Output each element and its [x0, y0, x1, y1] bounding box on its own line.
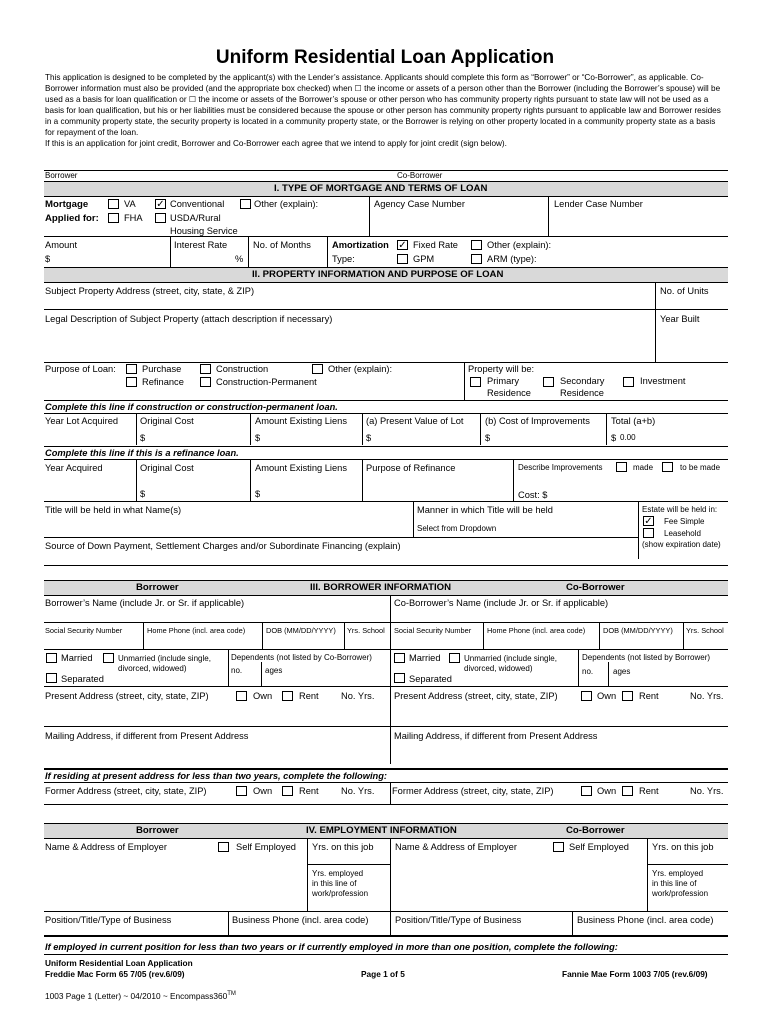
c-present-address-label: Present Address (street, city, state, ZIP)	[394, 691, 558, 701]
divider	[362, 459, 363, 501]
secondary-residence-label: Residence	[560, 388, 604, 398]
c-separated-checkbox[interactable]	[394, 673, 405, 683]
refinance-line-note: Complete this line if this is a refinance loan.	[45, 448, 239, 458]
leasehold-label: Leasehold	[664, 529, 701, 538]
section-3-header	[44, 580, 728, 596]
agency-case-label: Agency Case Number	[374, 199, 465, 209]
other-amort-label: Other (explain):	[487, 240, 552, 250]
no-months-label: No. of Months	[253, 240, 311, 250]
footer-form-title: Uniform Residential Loan Application	[45, 958, 193, 968]
divider	[307, 864, 390, 865]
b-rent-checkbox[interactable]	[282, 691, 293, 701]
original-cost-dollar: $	[140, 433, 146, 443]
intro-paragraph: This application is designed to be completed by the applicant(s) with the Lender’s assistance. Applicants should complete this form as “Borrower” or “Co-Borrower”, as applicable. Co-Borrower information must also be provided (and the appropriate box checked) when ☐ the income or assets of a person other than the Borrower (including the Borrower’s spouse) will be used as a basis for loan qualification or ☐ the income or assets of the Borrower’s spouse or other person who has community property rights pursuant to state law will not be used as a basis for loan qualification, but his or her liabilities must be considered because the spouse or other person has community property rights pursuant to applicable law and Borrower resides in a community property state, the security property is located in a community property state, or the Borrower is relying on other property located in a community property state as a basis for repayment of the loan.	[45, 73, 721, 137]
signature-line	[44, 170, 728, 171]
c-separated-label: Separated	[409, 674, 452, 684]
divider	[44, 236, 728, 237]
describe-improvements-label: Describe Improvements	[518, 463, 603, 472]
former-address-note: If residing at present address for less than two years, complete the following:	[45, 771, 387, 781]
c-former-no-yrs-label: No. Yrs.	[690, 786, 724, 796]
b-present-address-label: Present Address (street, city, state, ZIP)	[45, 691, 209, 701]
c-divorced-label: divorced, widowed)	[464, 664, 533, 673]
b-dob-label: DOB (MM/DD/YYYY)	[266, 626, 336, 635]
lender-case-label: Lender Case Number	[554, 199, 643, 209]
gpm-label: GPM	[413, 254, 435, 264]
c-own-label: Own	[597, 691, 617, 701]
c-married-label: Married	[409, 653, 441, 663]
c-dependents-label: Dependents (not listed by Borrower)	[582, 653, 711, 662]
b-home-phone-label: Home Phone (incl. area code)	[147, 626, 246, 635]
coborrower-signature-label: Co-Borrower	[397, 171, 443, 180]
c-self-employed-label: Self Employed	[569, 842, 629, 852]
improvements-to-be-made-checkbox[interactable]	[662, 462, 673, 472]
c-former-rent-checkbox[interactable]	[622, 786, 633, 796]
year-acquired-label: Year Acquired	[45, 463, 103, 473]
c-self-employed-checkbox[interactable]	[553, 842, 564, 852]
b-rent-label: Rent	[299, 691, 319, 701]
c-yrs-job-label: Yrs. on this job	[652, 842, 714, 852]
divider	[44, 768, 728, 770]
b-former-own-label: Own	[253, 786, 273, 796]
legal-desc-label: Legal Description of Subject Property (attach description if necessary)	[45, 314, 333, 324]
va-label: VA	[124, 199, 136, 209]
divider	[464, 362, 465, 400]
year-built-label: Year Built	[660, 314, 700, 324]
c-yrs-school-label: Yrs. School	[686, 626, 724, 635]
divider	[44, 501, 728, 502]
b-dependents-no-label: no.	[231, 666, 243, 675]
other-purpose-label: Other (explain):	[328, 364, 393, 374]
divider	[228, 911, 229, 935]
section-4-borrower: Borrower	[136, 825, 179, 836]
c-yrs-line1: Yrs. employed	[652, 869, 704, 878]
divider	[548, 196, 549, 236]
c-position-label: Position/Title/Type of Business	[395, 915, 522, 925]
borrower-name-label: Borrower’s Name (include Jr. or Sr. if applicable)	[45, 598, 245, 608]
divider	[170, 236, 171, 268]
b-dependents-label: Dependents (not listed by Co-Borrower)	[231, 653, 372, 662]
amount-liens-label: Amount Existing Liens	[255, 416, 347, 426]
total-value[interactable]: 0.00	[620, 433, 636, 442]
footer-version-text: 1003 Page 1 (Letter) ~ 04/2010 ~ Encompass360	[45, 991, 228, 1001]
divider	[250, 459, 251, 501]
c-unmarried-label: Unmarried (include single,	[464, 654, 557, 663]
divider	[606, 413, 607, 445]
b-position-label: Position/Title/Type of Business	[45, 915, 172, 925]
divider	[44, 686, 728, 687]
b-former-rent-checkbox[interactable]	[282, 786, 293, 796]
divider	[44, 413, 728, 414]
divider	[44, 954, 728, 955]
intro-text	[45, 72, 727, 149]
other-purpose-checkbox[interactable]	[312, 364, 323, 374]
divider	[44, 362, 728, 363]
divider	[647, 864, 728, 865]
primary-residence-checkbox[interactable]	[470, 377, 481, 387]
divider	[344, 622, 345, 649]
section-3-title: III. BORROWER INFORMATION	[310, 582, 452, 593]
primary-residence-label: Residence	[487, 388, 531, 398]
other-amort-checkbox[interactable]	[471, 240, 482, 250]
c-no-yrs-label: No. Yrs.	[690, 691, 724, 701]
divider	[599, 622, 600, 649]
conventional-label: Conventional	[170, 199, 225, 209]
divider	[136, 413, 137, 445]
footer-page-number: Page 1 of 5	[361, 969, 405, 979]
interest-rate-label: Interest Rate	[174, 240, 228, 250]
to-be-made-label: to be made	[680, 463, 721, 472]
divider	[44, 537, 638, 538]
section-1-header	[44, 181, 728, 197]
divider	[44, 935, 728, 937]
amortization-label: Amortization	[332, 240, 389, 250]
c-dob-label: DOB (MM/DD/YYYY)	[603, 626, 673, 635]
c-business-phone-label: Business Phone (incl. area code)	[577, 915, 714, 925]
divider	[608, 662, 609, 686]
manner-title-select[interactable]: Select from Dropdown	[417, 524, 497, 533]
manner-title-label: Manner in which Title will be held	[417, 505, 553, 515]
footer-tm: TM	[227, 991, 236, 998]
divider	[307, 839, 308, 911]
b-own-label: Own	[253, 691, 273, 701]
amount-liens-dollar: $	[255, 433, 261, 443]
b-yrs-line1: Yrs. employed	[312, 869, 364, 878]
divider	[44, 649, 728, 650]
refinance-label: Refinance	[142, 377, 184, 387]
divider	[44, 782, 728, 783]
divider	[44, 726, 728, 727]
c-ssn-label: Social Security Number	[394, 626, 472, 635]
mortgage-label: Mortgage	[45, 199, 89, 210]
section-3-borrower: Borrower	[136, 582, 179, 593]
secondary-label: Secondary	[560, 376, 605, 386]
original-cost-refi-dollar: $	[140, 489, 146, 499]
construction-checkbox[interactable]	[200, 364, 211, 374]
year-lot-label: Year Lot Acquired	[45, 416, 119, 426]
divider	[228, 649, 229, 686]
b-divorced-label: divorced, widowed)	[118, 664, 187, 673]
purchase-checkbox[interactable]	[126, 364, 137, 374]
divider	[578, 649, 579, 686]
fha-checkbox[interactable]	[108, 213, 119, 223]
b-separated-checkbox[interactable]	[46, 673, 57, 683]
divider	[143, 622, 144, 649]
c-yrs-line2: in this line of	[652, 879, 697, 888]
gpm-checkbox[interactable]	[397, 254, 408, 264]
cost-improvements-label: (b) Cost of Improvements	[485, 416, 590, 426]
b-own-checkbox[interactable]	[236, 691, 247, 701]
fee-simple-label: Fee Simple	[664, 517, 705, 526]
property-will-be-label: Property will be:	[468, 364, 535, 374]
amortization-type-label: Type:	[332, 254, 355, 264]
amount-label: Amount	[45, 240, 78, 250]
c-dependents-no-label: no.	[582, 667, 594, 676]
b-self-employed-checkbox[interactable]	[218, 842, 229, 852]
b-self-employed-label: Self Employed	[236, 842, 296, 852]
applied-for-label: Applied for:	[45, 213, 99, 224]
divider	[248, 236, 249, 268]
b-yrs-line2: in this line of	[312, 879, 357, 888]
c-rent-checkbox[interactable]	[622, 691, 633, 701]
va-checkbox[interactable]	[108, 199, 119, 209]
section-2-title: II. PROPERTY INFORMATION AND PURPOSE OF LOAN	[252, 269, 504, 280]
intro-joint-credit: If this is an application for joint credit, Borrower and Co-Borrower each agree that we intend to apply for joint credit (sign below).	[45, 139, 507, 148]
b-former-own-checkbox[interactable]	[236, 786, 247, 796]
estate-held-label: Estate will be held in:	[642, 505, 718, 514]
c-former-address-label: Former Address (street, city, state, ZIP)	[392, 786, 554, 796]
divider	[390, 782, 391, 804]
c-married-checkbox[interactable]	[394, 653, 405, 663]
divider	[483, 622, 484, 649]
improvements-made-checkbox[interactable]	[616, 462, 627, 472]
fha-label: FHA	[124, 213, 143, 223]
construction-label: Construction	[216, 364, 269, 374]
footer-freddie: Freddie Mac Form 65 7/05 (rev.6/09)	[45, 969, 185, 979]
title-names-label: Title will be held in what Name(s)	[45, 505, 182, 515]
amount-dollar: $	[45, 254, 51, 264]
refinance-checkbox[interactable]	[126, 377, 137, 387]
source-down-label: Source of Down Payment, Settlement Charges and/or Subordinate Financing (explain)	[45, 541, 401, 551]
divider	[638, 501, 639, 559]
c-yrs-line3: work/profession	[652, 889, 709, 898]
b-yrs-line3: work/profession	[312, 889, 369, 898]
total-dollar: $	[611, 433, 617, 443]
usda-label: USDA/Rural	[170, 213, 221, 223]
b-married-checkbox[interactable]	[46, 653, 57, 663]
show-expiration-label: (show expiration date)	[642, 540, 721, 549]
divider	[480, 413, 481, 445]
construction-permanent-label: Construction-Permanent	[216, 377, 317, 387]
section-3-coborrower: Co-Borrower	[566, 582, 625, 593]
fixed-rate-label: Fixed Rate	[413, 240, 458, 250]
b-former-no-yrs-label: No. Yrs.	[341, 786, 375, 796]
amount-liens-refi-label: Amount Existing Liens	[255, 463, 347, 473]
divider	[572, 911, 573, 935]
b-unmarried-checkbox[interactable]	[103, 653, 114, 663]
b-business-phone-label: Business Phone (incl. area code)	[232, 915, 369, 925]
secondary-residence-checkbox[interactable]	[543, 377, 554, 387]
divider	[44, 446, 728, 447]
investment-label: Investment	[640, 376, 686, 386]
percent-sign: %	[235, 254, 244, 264]
divider	[369, 196, 370, 236]
leasehold-checkbox[interactable]	[643, 528, 654, 538]
section-1-title: I. TYPE OF MORTGAGE AND TERMS OF LOAN	[274, 183, 488, 194]
coborrower-name-label: Co-Borrower’s Name (include Jr. or Sr. if applicable)	[394, 598, 609, 608]
divider	[44, 309, 728, 310]
c-former-own-checkbox[interactable]	[581, 786, 592, 796]
usda-checkbox[interactable]	[155, 213, 166, 223]
b-married-label: Married	[61, 653, 93, 663]
b-ssn-label: Social Security Number	[45, 626, 123, 635]
made-label: made	[633, 463, 654, 472]
purpose-refinance-label: Purpose of Refinance	[366, 463, 456, 473]
b-mailing-label: Mailing Address, if different from Present Address	[45, 731, 249, 741]
divider	[44, 622, 728, 623]
b-employer-label: Name & Address of Employer	[45, 842, 167, 852]
purpose-loan-label: Purpose of Loan:	[45, 364, 116, 374]
divider	[136, 459, 137, 501]
present-value-dollar: $	[366, 433, 372, 443]
original-cost-refi-label: Original Cost	[140, 463, 194, 473]
arm-checkbox[interactable]	[471, 254, 482, 264]
b-yrs-job-label: Yrs. on this job	[312, 842, 374, 852]
subject-address-label: Subject Property Address (street, city, state, & ZIP)	[45, 286, 255, 296]
other-mortgage-label: Other (explain):	[254, 199, 319, 209]
divider	[655, 283, 656, 363]
b-separated-label: Separated	[61, 674, 104, 684]
b-dependents-ages-label: ages	[265, 666, 283, 675]
original-cost-label: Original Cost	[140, 416, 194, 426]
b-former-rent-label: Rent	[299, 786, 319, 796]
fixed-rate-checkbox[interactable]: ✓	[398, 240, 407, 251]
divider	[44, 911, 728, 912]
c-own-checkbox[interactable]	[581, 691, 592, 701]
fee-simple-checkbox[interactable]: ✓	[644, 516, 653, 527]
divider	[44, 459, 728, 460]
b-unmarried-label: Unmarried (include single,	[118, 654, 211, 663]
divider	[44, 565, 728, 566]
divider	[44, 804, 728, 805]
c-dependents-ages-label: ages	[613, 667, 631, 676]
b-no-yrs-label: No. Yrs.	[341, 691, 375, 701]
construction-line-note: Complete this line if construction or construction-permanent loan.	[45, 402, 338, 412]
c-employer-label: Name & Address of Employer	[395, 842, 517, 852]
divider	[390, 839, 391, 935]
footer-version	[45, 991, 236, 1001]
if-employed-note: If employed in current position for less than two years or if currently employed in more than one position, complete the following:	[45, 942, 618, 952]
divider	[362, 413, 363, 445]
c-former-rent-label: Rent	[639, 786, 659, 796]
divider	[413, 501, 414, 537]
divider	[261, 662, 262, 686]
housing-service-label: Housing Service	[170, 226, 238, 236]
purchase-label: Purchase	[142, 364, 182, 374]
b-yrs-school-label: Yrs. School	[347, 626, 385, 635]
arm-label: ARM (type):	[487, 254, 537, 264]
cost-improvements-dollar: $	[485, 433, 491, 443]
conventional-checkbox[interactable]: ✓	[156, 199, 165, 210]
total-label: Total (a+b)	[611, 416, 656, 426]
b-former-address-label: Former Address (street, city, state, ZIP)	[45, 786, 207, 796]
investment-checkbox[interactable]	[623, 377, 634, 387]
amount-liens-refi-dollar: $	[255, 489, 261, 499]
c-former-own-label: Own	[597, 786, 617, 796]
c-unmarried-checkbox[interactable]	[449, 653, 460, 663]
c-rent-label: Rent	[639, 691, 659, 701]
borrower-signature-label: Borrower	[45, 171, 78, 180]
divider	[513, 459, 514, 501]
improvements-cost-label: Cost: $	[518, 490, 548, 500]
section-4-header	[44, 823, 728, 839]
divider	[250, 413, 251, 445]
no-units-label: No. of Units	[660, 286, 709, 296]
c-mailing-label: Mailing Address, if different from Present Address	[394, 731, 598, 741]
divider	[262, 622, 263, 649]
section-2-header	[44, 267, 728, 283]
primary-label: Primary	[487, 376, 520, 386]
footer-fannie: Fannie Mae Form 1003 7/05 (rev.6/09)	[562, 969, 708, 979]
divider	[647, 839, 648, 911]
divider	[327, 236, 328, 268]
c-home-phone-label: Home Phone (incl. area code)	[487, 626, 586, 635]
section-4-coborrower: Co-Borrower	[566, 825, 625, 836]
other-mortgage-checkbox[interactable]	[240, 199, 251, 209]
divider	[683, 622, 684, 649]
section-4-title: IV. EMPLOYMENT INFORMATION	[306, 825, 457, 836]
divider	[44, 400, 728, 401]
form-title: Uniform Residential Loan Application	[215, 47, 555, 68]
construction-permanent-checkbox[interactable]	[200, 377, 211, 387]
present-value-label: (a) Present Value of Lot	[366, 416, 464, 426]
